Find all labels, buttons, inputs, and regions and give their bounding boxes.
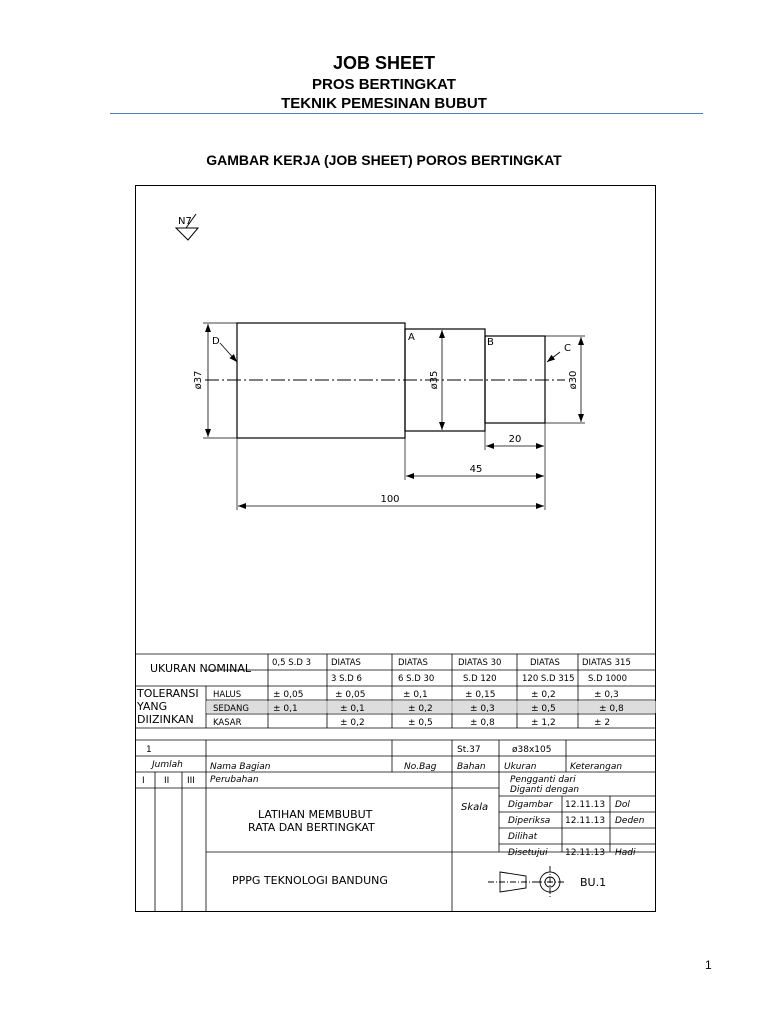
- range-header-4: DIATAS 30: [458, 658, 502, 668]
- label-d: D: [212, 336, 220, 347]
- material-value: St.37: [457, 745, 481, 755]
- job-title-line-1: LATIHAN MEMBUBUT: [258, 808, 373, 821]
- range-header-1: 0,5 S.D 3: [272, 658, 311, 668]
- kasar-value: ± 0,2: [340, 718, 365, 728]
- tolerance-head-label: UKURAN NOMINAL: [150, 662, 251, 675]
- range-subheader-3: 6 S.D 30: [398, 674, 435, 684]
- range-header-6: DIATAS 315: [582, 658, 631, 668]
- col-ukuran: Ukuran: [504, 762, 537, 772]
- halus-value: ± 0,1: [403, 690, 428, 700]
- grade-halus: HALUS: [213, 690, 242, 700]
- range-header-3: DIATAS: [398, 658, 428, 668]
- dim-diameter-30: ø30: [568, 370, 579, 390]
- range-subheader-4: S.D 120: [463, 674, 497, 684]
- kasar-value: ± 0,5: [408, 718, 433, 728]
- perubahan-label: Perubahan: [210, 775, 259, 785]
- tolerance-label-line-1: TOLERANSI: [137, 687, 199, 700]
- sedang-value: ± 0,3: [470, 704, 495, 714]
- sedang-value: ± 0,5: [531, 704, 556, 714]
- disetujui-label: Disetujui: [508, 848, 548, 858]
- pengganti-label: Pengganti dari: [510, 775, 576, 785]
- col-nama-bagian: Nama Bagian: [210, 762, 271, 772]
- diganti-label: Diganti dengan: [510, 785, 580, 795]
- label-a: A: [408, 332, 415, 343]
- grade-sedang: SEDANG: [213, 704, 249, 714]
- col-keterangan: Keterangan: [570, 762, 623, 772]
- skala-label: Skala: [461, 802, 489, 813]
- dim-diameter-35: ø35: [429, 370, 440, 390]
- kasar-value: ± 1,2: [531, 718, 556, 728]
- kasar-value: ± 2: [594, 718, 611, 728]
- drawing-number: BU.1: [580, 876, 607, 889]
- surface-finish-label: N7: [178, 216, 192, 227]
- range-header-5: DIATAS: [530, 658, 560, 668]
- halus-value: ± 0,15: [465, 690, 496, 700]
- dim-length-100: 100: [380, 494, 400, 505]
- dim-length-20: 20: [508, 434, 522, 445]
- diperiksa-date: 12.11.13: [565, 816, 606, 826]
- sedang-value: ± 0,2: [408, 704, 433, 714]
- grade-kasar: KASAR: [213, 718, 242, 728]
- diperiksa-name: Deden: [615, 816, 645, 826]
- size-value: ø38x105: [512, 745, 552, 755]
- halus-value: ± 0,05: [273, 690, 304, 700]
- rev-i: I: [142, 776, 145, 786]
- job-sheet-subtitle: PROS BERTINGKAT: [312, 76, 456, 93]
- digambar-name: Dol: [615, 800, 630, 810]
- label-b: B: [487, 337, 494, 348]
- sedang-value: ± 0,1: [273, 704, 298, 714]
- col-no-bag: No.Bag: [404, 762, 437, 772]
- dilihat-label: Dilihat: [508, 832, 538, 842]
- dim-length-45: 45: [469, 464, 483, 475]
- tolerance-grade-labels: [213, 690, 249, 728]
- range-subheader-5: 120 S.D 315: [522, 674, 575, 684]
- tolerance-label-line-2: YANG: [137, 700, 168, 713]
- dim-diameter-37: ø37: [193, 370, 204, 390]
- disetujui-date: 12.11.13: [565, 848, 606, 858]
- halus-value: ± 0,3: [594, 690, 619, 700]
- page-number: 1: [705, 958, 712, 972]
- qty-value: 1: [146, 745, 152, 755]
- dimension-lines: [208, 324, 581, 506]
- rev-iii: III: [187, 776, 195, 786]
- shaft-outline: [237, 323, 545, 438]
- digambar-label: Digambar: [508, 800, 553, 810]
- projection-symbol-icon: [488, 866, 564, 898]
- col-jumlah: Jumlah: [152, 760, 183, 770]
- extension-lines: [203, 323, 585, 510]
- digambar-date: 12.11.13: [565, 800, 606, 810]
- tolerance-label-line-3: DIIZINKAN: [137, 713, 194, 726]
- job-title-line-2: RATA DAN BERTINGKAT: [248, 821, 375, 834]
- job-sheet-title: JOB SHEET: [332, 53, 436, 73]
- kasar-value: ± 0,8: [470, 718, 495, 728]
- label-c: C: [564, 343, 571, 354]
- job-sheet-subtitle-2: TEKNIK PEMESINAN BUBUT: [281, 95, 487, 112]
- range-subheader-2: 3 S.D 6: [331, 674, 362, 684]
- title-block-text: [142, 745, 645, 889]
- surface-finish-symbol: [176, 214, 198, 240]
- halus-value: ± 0,05: [335, 690, 366, 700]
- diperiksa-label: Diperiksa: [508, 816, 551, 826]
- range-header-2: DIATAS: [331, 658, 361, 668]
- tolerance-range-headers: [272, 658, 631, 684]
- col-bahan: Bahan: [457, 762, 486, 772]
- sedang-value: ± 0,8: [599, 704, 624, 714]
- sedang-value: ± 0,1: [340, 704, 365, 714]
- range-subheader-6: S.D 1000: [588, 674, 627, 684]
- drawing-title: GAMBAR KERJA (JOB SHEET) POROS BERTINGKAT: [206, 152, 562, 168]
- institution-name: PPPG TEKNOLOGI BANDUNG: [232, 874, 388, 887]
- disetujui-name: Hadi: [615, 848, 636, 858]
- halus-value: ± 0,2: [531, 690, 556, 700]
- rev-ii: II: [164, 776, 170, 786]
